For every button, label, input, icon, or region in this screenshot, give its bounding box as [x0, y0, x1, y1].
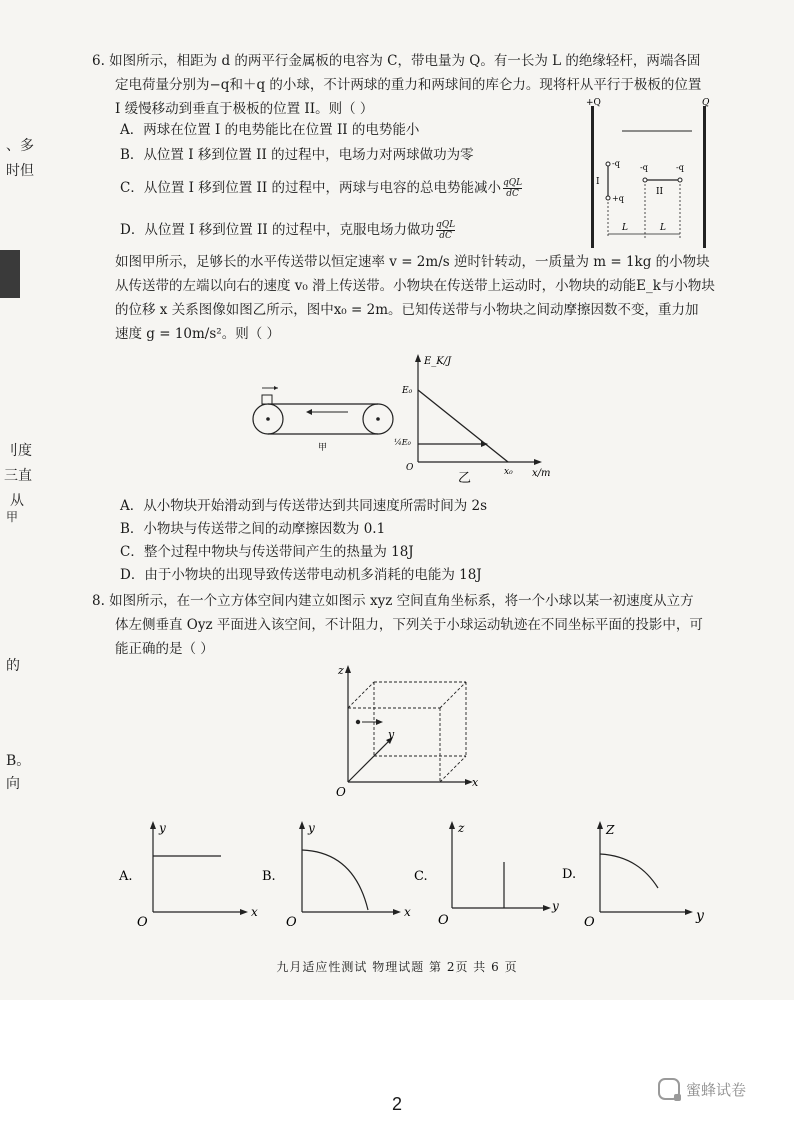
q7-option-c: C．整个过程中物块与传送带间产生的热量为 18J [120, 544, 414, 560]
cube-edge [348, 682, 374, 708]
graph-d-v-label: Z [606, 823, 615, 837]
q6-capacitor-figure [582, 94, 722, 254]
label-minus-q-3: -q [676, 163, 684, 172]
graph-a-label: A. [119, 869, 133, 884]
graph-b-haxis-arrowhead [393, 909, 401, 915]
left-edge-fragment: 时但 [6, 163, 34, 179]
graph-c-v-label: z [458, 821, 465, 835]
graph-d-origin: O [584, 915, 595, 930]
graph-a-v-label: y [159, 821, 166, 835]
page-number: 2 [391, 1094, 402, 1114]
graph-d-label: D. [562, 867, 577, 882]
label-jia: 甲 [318, 443, 328, 453]
label-position-1: I [596, 177, 600, 187]
z-label: z [338, 664, 344, 677]
block-velocity-arrowhead [274, 386, 278, 390]
label-L-right: L [660, 223, 666, 233]
graph-c-haxis-arrowhead [543, 905, 551, 911]
graph-d-haxis-arrowhead [685, 909, 693, 915]
label-position-2: II [656, 187, 664, 197]
left-pulley-axle [266, 417, 270, 421]
y-label: y [388, 728, 395, 741]
label-e0: E₀ [402, 386, 413, 396]
origin-label: O [336, 785, 346, 799]
graph-a-vaxis-arrowhead [150, 821, 156, 829]
q7-stem-line4: 速度 g = 10m/s²。则（ ） [115, 326, 280, 342]
q6-option-d: D．从位置 I 移到位置 II 的过程中，克服电场力做功 qQL dC [120, 220, 456, 241]
ball-minus-q [606, 162, 610, 166]
q6-stem-line2: 定电荷量分别为−q和＋q 的小球，不计两球的重力和两球间的库仑力。现将杆从平行于极板的位置 [115, 77, 702, 93]
left-edge-blot [0, 250, 20, 298]
cube-edge [440, 756, 466, 782]
left-edge-fragment: 甲 [6, 510, 19, 524]
ek-line-decreasing [418, 390, 508, 462]
label-minus-q: -q [612, 159, 620, 168]
graph-b-label: B. [262, 869, 276, 884]
q6-stem-line3: I 缓慢移动到垂直于极板的位置 II。则（ ） [115, 101, 374, 117]
graph-b-v-label: y [308, 821, 315, 835]
z-axis-arrowhead [345, 665, 351, 673]
q8-cube-figure [330, 660, 490, 800]
graph-c-h-label: y [552, 899, 559, 913]
q7-ek-x-graph [392, 352, 572, 484]
left-edge-fragment: 向 [6, 776, 20, 792]
q7-conveyor-figure [248, 382, 398, 462]
ball-right-position-2 [678, 178, 682, 182]
origin-label: O [406, 463, 414, 473]
left-edge-fragment: 的 [6, 658, 20, 674]
plate-label-plus: +Q [586, 98, 601, 108]
ek-axis-arrowhead [415, 354, 421, 362]
page-footer: 九月适应性测试 物理试题 第 2页 共 6 页 [276, 960, 518, 974]
q7-stem-line2: 从传送带的左端以向右的速度 v₀ 滑上传送带。小物块在传送带上运动时，小物块的动能E_k与小物块 [115, 278, 715, 294]
ball-velocity-arrowhead [376, 719, 383, 725]
q8-graph-c [410, 818, 565, 930]
label-minus-q-2: -q [640, 163, 648, 172]
label-x0: x₀ [504, 467, 513, 477]
graph-c-label: C. [414, 869, 428, 884]
graph-c-origin: O [438, 913, 449, 928]
label-yi: 乙 [458, 471, 472, 484]
y-axis [348, 740, 390, 782]
q8-stem-line2: 体左侧垂直 Oyz 平面进入该空间，不计阻力，下列关于小球运动轨迹在不同坐标平面的投影中，可 [115, 617, 703, 633]
right-plate [703, 106, 706, 248]
q8-stem-line3: 能正确的是（ ） [115, 641, 214, 657]
ball-left-position-2 [643, 178, 647, 182]
graph-b-h-label: x [404, 905, 411, 919]
graph-d-trajectory [600, 854, 658, 888]
cube-edge [440, 682, 466, 708]
graph-a-origin: O [137, 915, 148, 930]
q8-stem-line1: 8. 如图所示，在一个立方体空间内建立如图示 xyz 空间直角坐标系，将一个小球以某一初速度从立方 [92, 593, 694, 609]
label-plus-q: +q [612, 194, 624, 203]
label-L-left: L [622, 223, 628, 233]
small-block [262, 395, 272, 404]
x-axis-label: x/m [532, 468, 551, 479]
belt-direction-arrowhead [306, 409, 312, 415]
q6-stem-line1: 6. 如图所示，相距为 d 的两平行金属板的电容为 C，带电量为 Q。有一长为 L 的绝缘轻杆，两端各固 [92, 53, 701, 69]
graph-b-vaxis-arrowhead [299, 821, 305, 829]
q7-option-b: B．小物块与传送带之间的动摩擦因数为 0.1 [120, 521, 386, 537]
graph-a-haxis-arrowhead [240, 909, 248, 915]
left-edge-fragment: B。 [6, 753, 31, 769]
graph-a-h-label: x [251, 905, 258, 919]
q8-graph-a [115, 818, 265, 930]
graph-b-trajectory [302, 850, 368, 910]
ek-axis-label: E_K/J [424, 356, 452, 367]
q6-option-b: B．从位置 I 移到位置 II 的过程中，电场力对两球做功为零 [120, 147, 474, 163]
x-axis-arrowhead [534, 459, 542, 465]
watermark-text: 蜜蜂试卷 [686, 1080, 747, 1099]
left-edge-fragment: 从 [10, 493, 24, 509]
q7-option-d: D．由于小物块的出现导致传送带电动机多消耗的电能为 18J [120, 567, 482, 583]
graph-c-vaxis-arrowhead [449, 821, 455, 829]
q8-graph-d [558, 818, 718, 930]
left-plate [591, 106, 594, 248]
left-edge-fragment: 、多 [6, 138, 34, 154]
label-quarter-e0: ¼E₀ [394, 438, 411, 447]
q6-option-c: C．从位置 I 移到位置 II 的过程中，两球与电容的总电势能减小 qQL dC [120, 178, 523, 199]
left-edge-fragment: 刂度 [4, 443, 32, 459]
graph-d-vaxis-arrowhead [597, 821, 603, 829]
q6-option-a: A．两球在位置 I 的电势能比在位置 II 的电势能小 [120, 122, 420, 138]
left-edge-fragment: 三直 [4, 468, 32, 484]
q7-stem-line3: 的位移 x 关系图像如图乙所示，图中x₀ = 2m。已知传送带与小物块之间动摩擦因数不变，重力加 [115, 302, 699, 318]
q8-graph-b [258, 818, 418, 930]
right-pulley-axle [376, 417, 380, 421]
ek-line-arrowhead [481, 441, 488, 447]
watermark-logo-icon [658, 1078, 680, 1100]
graph-d-h-label: y [696, 908, 704, 924]
plate-label-minus: Q [702, 98, 710, 108]
small-ball [356, 720, 360, 724]
graph-b-origin: O [286, 915, 297, 930]
watermark [658, 1072, 768, 1106]
q7-option-a: A．从小物块开始滑动到与传送带达到共同速度所需时间为 2s [120, 498, 488, 514]
q7-stem-line1: 如图甲所示，足够长的水平传送带以恒定速率 v = 2m/s 逆时针转动，一质量为 m = 1kg 的小物块 [115, 254, 710, 270]
x-label: x [472, 776, 479, 789]
ball-plus-q [606, 196, 610, 200]
